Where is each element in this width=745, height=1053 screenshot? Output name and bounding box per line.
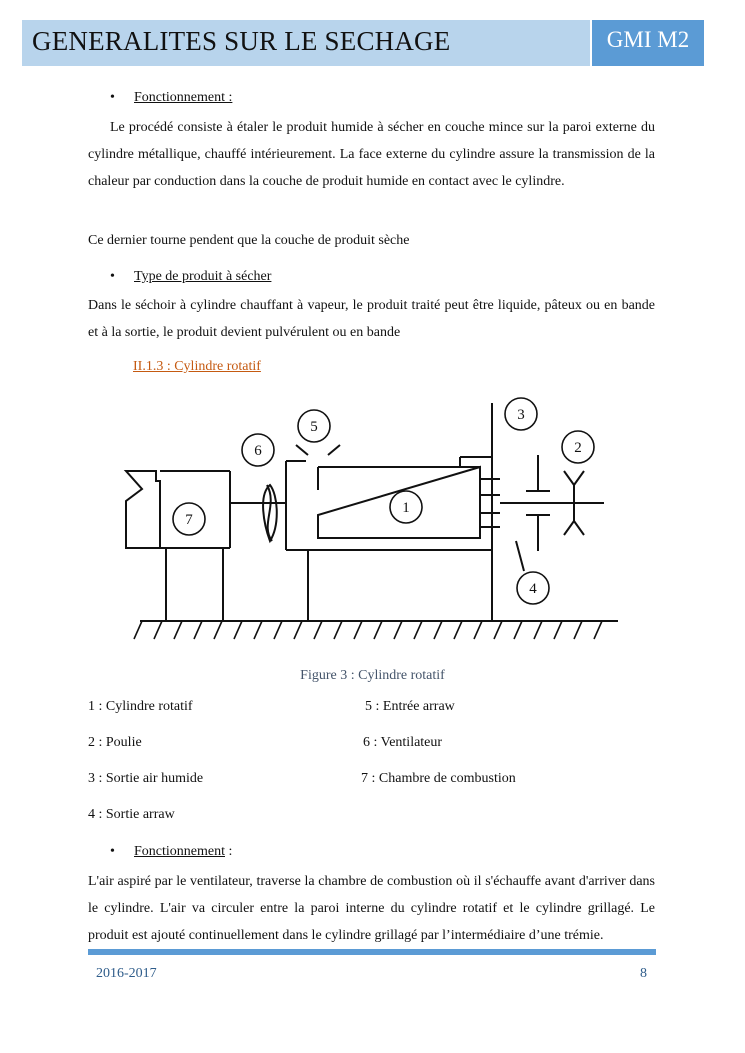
legend-item: 6 : Ventilateur <box>363 735 443 750</box>
footer-year: 2016-2017 <box>96 966 157 981</box>
label-7: 7 <box>185 512 193 528</box>
inlet-funnel-right <box>328 445 340 455</box>
bullet-fonctionnement-2-label: Fonctionnement <box>134 844 225 859</box>
paragraph-note: Ce dernier tourne pendent que la couche de produit sèche <box>88 233 410 248</box>
label-6: 6 <box>254 443 262 459</box>
page-title: GENERALITES SUR LE SECHAGE <box>32 26 451 56</box>
label-4: 4 <box>529 581 537 597</box>
legend-item: 2 : Poulie <box>88 735 142 750</box>
label-2: 2 <box>574 440 582 456</box>
paragraph-fonctionnement-1: Le procédé consiste à étaler le produit humide à sécher en couche mince sur la paroi externe du cylindre métallique, chauffé intérieurement. La face externe du cylindre assure la transmission de la chaleur par conduction dans la couche de produit humide en contact avec le cylindre. <box>88 120 655 189</box>
legend-item: 1 : Cylindre rotatif <box>88 699 193 714</box>
bullet-icon: • <box>110 90 115 105</box>
course-code: GMI M2 <box>606 27 690 52</box>
rotary-cylinder-diagram <box>118 395 628 650</box>
label-3: 3 <box>517 407 525 423</box>
legend-item: 3 : Sortie air humide <box>88 771 204 786</box>
paragraph-type-produit: Dans le séchoir à cylindre chauffant à vapeur, le produit traité peut être liquide, pâteux ou en bande et à la sortie, le produit devient pulvérulent ou en bande <box>88 298 655 340</box>
bullet-icon: • <box>110 269 115 284</box>
figure-caption: Figure 3 : Cylindre rotatif <box>300 668 445 683</box>
page-number: 8 <box>640 966 647 981</box>
legend-item: 5 : Entrée arraw <box>365 699 455 714</box>
label-1: 1 <box>402 500 410 516</box>
combustion-chamber <box>126 471 160 548</box>
bullet-fonctionnement-2-suffix: : <box>225 844 233 859</box>
bullet-fonctionnement-1: Fonctionnement : <box>134 90 233 105</box>
bullet-icon: • <box>110 844 115 859</box>
inlet-funnel-left <box>296 445 308 455</box>
header-title-bar <box>22 20 590 66</box>
header-code-box <box>592 20 704 66</box>
bullet-type-produit: Type de produit à sécher <box>134 269 272 284</box>
exit-leader <box>516 541 524 571</box>
paragraph-fonctionnement-2: L'air aspiré par le ventilateur, traverse la chambre de combustion où il s'échauffe avant d'arriver dans le cylindre. L'air va circuler entre la paroi interne du cylindre rotatif et le cylindre grillagé. Le produit est ajouté continuellement dans le cylindre grillagé par l’intermédiaire d’une trémie. <box>88 874 655 943</box>
legend-item: 4 : Sortie arraw <box>88 807 175 822</box>
legend-item: 7 : Chambre de combustion <box>361 771 516 786</box>
subsection-heading: II.1.3 : Cylindre rotatif <box>133 359 261 374</box>
ground-hatching <box>134 621 602 639</box>
bullet-fonctionnement-2 <box>134 844 232 860</box>
footer-bar <box>88 949 656 955</box>
label-5: 5 <box>310 419 318 435</box>
